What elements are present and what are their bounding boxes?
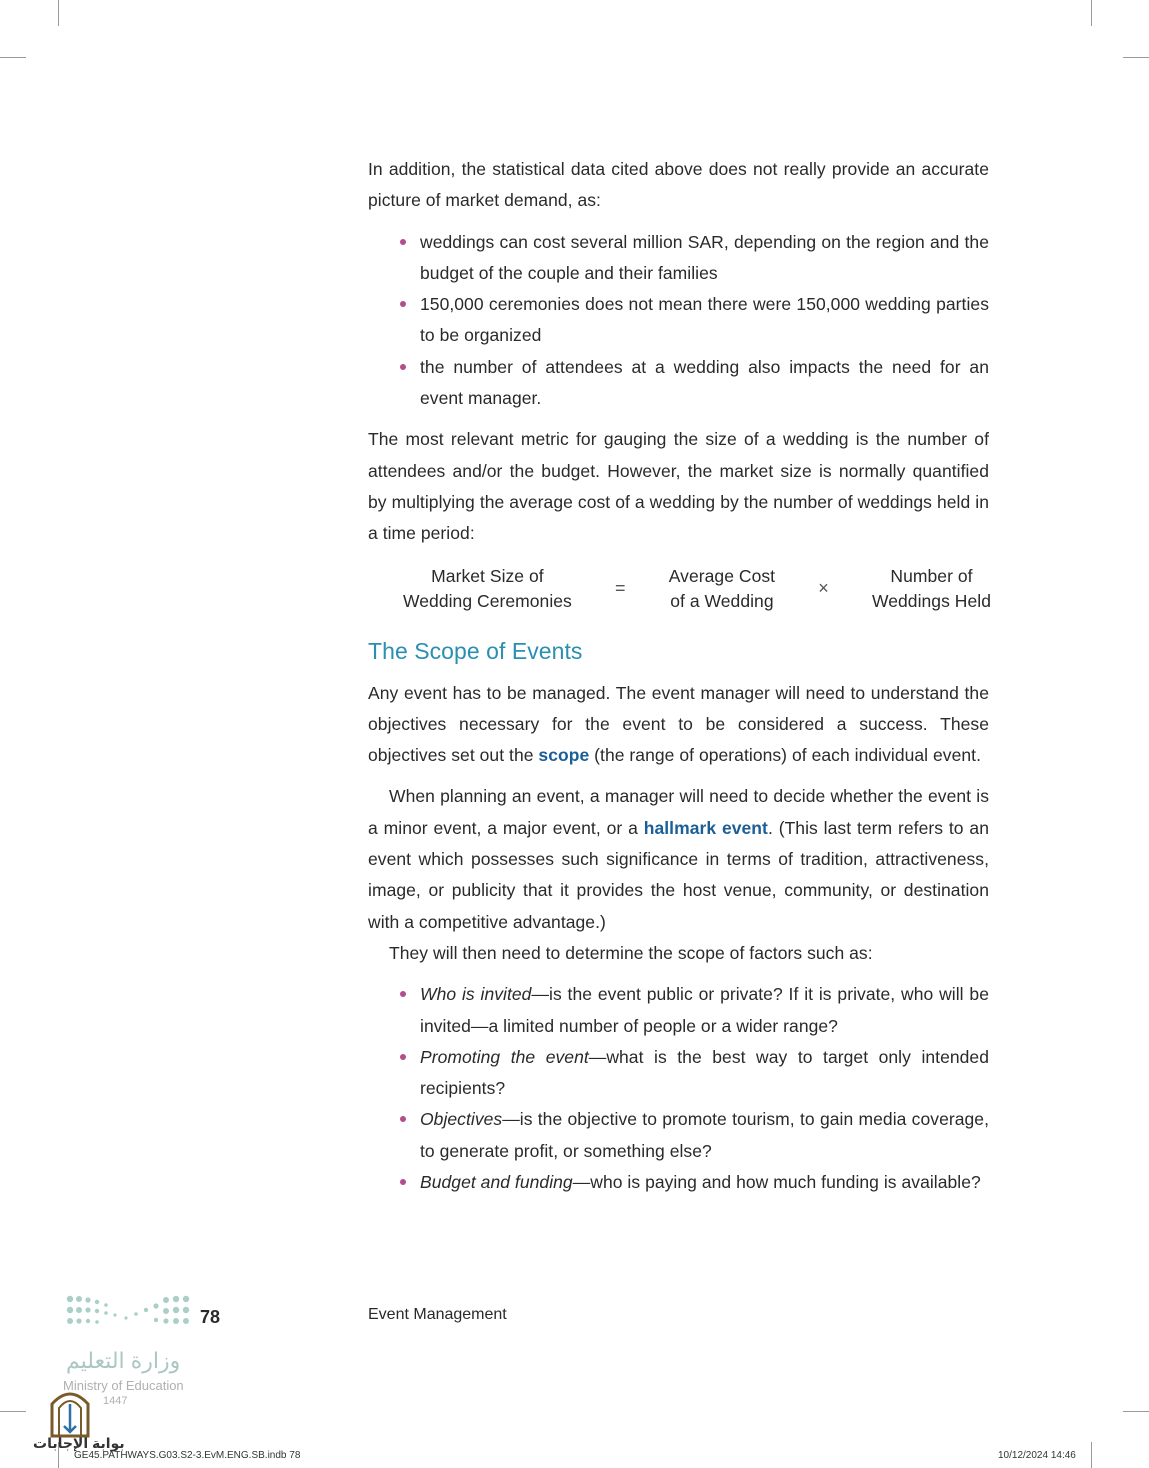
bullet-icon [400, 364, 406, 370]
page-number: 78 [200, 1307, 221, 1327]
market-size-equation [403, 564, 991, 614]
crop-mark [1091, 0, 1092, 26]
equation-left-term: Market Size of Wedding Ceremonies [403, 565, 572, 611]
bullet-icon [400, 1054, 406, 1060]
list-item: Objectives—is the objective to promote tourism, to gain media coverage, to generate profit, or something else? [420, 1104, 989, 1167]
intro-paragraph: In addition, the statistical data cited above does not really provide an accurate picture of market demand, as: [368, 159, 989, 211]
ministry-dots-icon [66, 1294, 198, 1328]
equation-right-term: Number of Weddings Held [871, 565, 991, 611]
bullet-icon [400, 239, 406, 245]
ministry-year: 1447 [103, 1395, 128, 1407]
factor-bullet-list [368, 979, 989, 1198]
list-item: Budget and funding—who is paying and how much funding is available? [420, 1167, 989, 1198]
list-item: the number of attendees at a wedding also impacts the need for an event manager. [420, 352, 989, 415]
factors-intro: They will then need to determine the scope of factors such as: [389, 942, 873, 963]
bullet-icon [400, 1179, 406, 1185]
ministry-arabic-name: وزارة التعليم [66, 1348, 181, 1373]
crop-mark [1123, 1411, 1149, 1412]
ministry-english-name: Ministry of Education [63, 1378, 184, 1393]
crop-mark [1091, 1442, 1092, 1468]
print-slug-date: 10/12/2024 14:46 [998, 1450, 1076, 1461]
equation-middle-term: Average Cost of a Wedding [668, 565, 776, 611]
print-slug-file: GE45.PATHWAYS.G03.S2-3.EvM.ENG.SB.indb 78 [74, 1450, 301, 1461]
equals-sign: = [615, 578, 626, 599]
list-item: weddings can cost several million SAR, depending on the region and the budget of the couple and their families [420, 227, 989, 290]
list-item: Who is invited—is the event public or private? If it is private, who will be invited—a limited number of people or a wider range? [420, 979, 989, 1042]
page-content [368, 154, 989, 1208]
planning-paragraph: When planning an event, a manager will need to decide whether the event is a minor event, a major event, or a hallmark event. (This last term refers to an event which possesses such significance in terms of tradition, attractiveness, image, or publicity that it provides the host venue, community, or destination with a competitive advantage.) [368, 786, 989, 932]
list-item: Promoting the event—what is the best way to target only intended recipients? [420, 1042, 989, 1105]
bullet-icon [400, 991, 406, 997]
bullet-icon [400, 1116, 406, 1122]
scope-paragraph: Any event has to be managed. The event manager will need to understand the objectives necessary for the event to be considered a success. These objectives set out the scope (the range of operations) of each individual event. [368, 682, 989, 766]
bullet-icon [400, 301, 406, 307]
watermark-logo-icon [46, 1386, 94, 1438]
multiply-sign: × [818, 578, 829, 599]
demand-bullet-list [368, 227, 989, 415]
section-heading: The Scope of Events [368, 637, 583, 664]
key-term-hallmark-event: hallmark event [643, 817, 768, 838]
watermark-text: بوابة الإجابات [33, 1435, 125, 1451]
crop-mark [0, 1411, 26, 1412]
book-title: Event Management [368, 1306, 507, 1323]
crop-mark [58, 0, 59, 26]
metric-paragraph: The most relevant metric for gauging the size of a wedding is the number of attendees and/or the budget. However, the market size is normally quantified by multiplying the average cost of a wedding by the number of weddings held in a time period: [368, 429, 989, 544]
crop-mark [0, 57, 26, 58]
list-item: 150,000 ceremonies does not mean there were 150,000 wedding parties to be organized [420, 289, 989, 352]
crop-mark [1123, 57, 1149, 58]
key-term-scope: scope [538, 745, 590, 766]
